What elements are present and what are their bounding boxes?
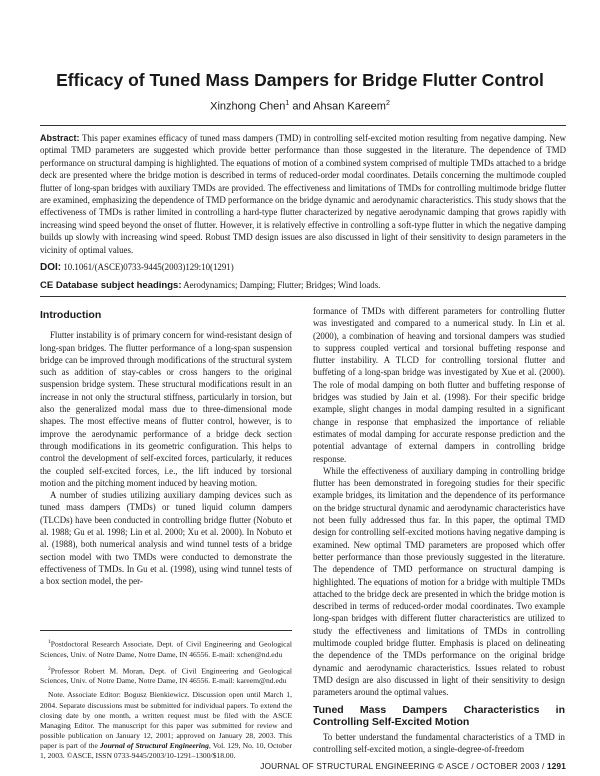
author-1: Xinzhong Chen xyxy=(210,100,286,113)
footnote-mark: 1 xyxy=(48,639,51,645)
journal-footer-text: JOURNAL OF STRUCTURAL ENGINEERING © ASCE / OCTOBER 2003 / xyxy=(260,762,545,771)
paragraph: To better understand the fundamental characteristics of a TMD in controlling self-excited motion, a single-degree-of-freedom xyxy=(313,731,565,754)
author-1-affiliation-mark: 1 xyxy=(285,100,290,107)
doi-value[interactable]: 10.1061/(ASCE)0733-9445(2003)129:10(1291) xyxy=(63,262,234,273)
doi xyxy=(40,262,566,273)
paragraph: Flutter instability is of primary concern for wind-resistant design of long-span bridges. The flutter performance of a long-span suspension bridge can be improved through modifications of the structural system such as addition of stay-cables or cross hangers to the original suspension bridge system. These structural modifications result in an increase in not only the structural stiffness, particularly in torsion, but also the generalized modal mass due to three-dimensional mode shapes. The most effective means of flutter control, however, is to improve the aerodynamic performance of a bridge deck section through modifications in its geometric configuration. This helps to control the development of self-excited forces, particularly, it reduces the coupled self-excited forces, i.e., the lift induced by torsional motion and the pitching moment induced by heaving motion. xyxy=(40,330,292,488)
page-number: 1291 xyxy=(546,762,566,771)
subject-headings xyxy=(40,280,566,291)
abstract-label: Abstract: xyxy=(40,133,80,143)
footnote-author-1 xyxy=(40,637,292,660)
abstract xyxy=(40,132,566,256)
footnote-text: Professor Robert M. Moran, Dept. of Civil Engineering and Geological Sciences, Univ. of Notre Dame, Notre Dame, IN 46556. E-mail: kareem@nd.edu xyxy=(40,666,292,686)
subject-headings-value: Aerodynamics; Damping; Flutter; Bridges; Wind loads. xyxy=(183,280,381,291)
note-text: , Vol. 129, No. 10, October 1, 2003. ©ASCE, ISSN 0733-9445/2003/10-1291–1300/$18.00. xyxy=(40,740,292,760)
author-conjunction: and xyxy=(292,100,311,113)
footnotes xyxy=(40,630,292,765)
paper-title: Efficacy of Tuned Mass Dampers for Bridge Flutter Control xyxy=(56,70,544,90)
footnote-text: Postdoctoral Research Associate, Dept. of Civil Engineering and Geological Sciences, Univ. of Notre Dame, Notre Dame, IN 46556. E-mail: xchen@nd.edu xyxy=(40,639,292,659)
note-text: Note. Associate Editor: Bogusz Bienkiewicz. Discussion open until March 1, 2004. Separate discussions must be submitted for individual papers. To extend the closing date by one month, a written request must be filed with the ASCE Managing Editor. The manuscript for this paper was submitted for review and possible publication on January 12, 2001; approved on January 28, 2003. This paper is part of the xyxy=(40,690,292,750)
paragraph: formance of TMDs with different parameters for controlling flutter was investigated and compared to a numerical study. In Lin et al. (2000), a combination of heaving and torsional dampers was studied to suppress coupled vertical and torsional buffeting response and flutter instability. A TLCD for controlling torsional flutter and buffeting of a long-span bridge was investigated by Xue et al. (2000). The role of modal damping on both flutter and buffeting response of bridges was studied by Jain et al. (1998). For their specific bridge example, slight changes in modal damping resulted in a significant change in response that emphasized the importance of reliable estimates of modal damping for accurate response prediction and the potential advantage of external dampers in controlling bridge response. xyxy=(313,306,565,464)
abstract-text: This paper examines efficacy of tuned mass dampers (TMD) in controlling self-excited motion resulting from negative damping. New optimal TMD parameters are suggested which provide better performance than those suggested in the literature. The dependence of TMD performance on structural damping is highlighted. The equations of motion of a combined system comprised of multiple TMDs attached to a bridge deck are presented where the bridge motion is described in terms of reduced-order modal coordinates. Details concerning the multimode coupled flutter of long-span bridges with auxiliary TMDs are provided. The effectiveness and limitations of TMDs for controlling multimode bridge flutter are examined, emphasizing the dependence of TMD performance on the bridge dynamic and aerodynamic characteristics. This study shows that the effectiveness of TMDs is rather limited in controlling a hard-type flutter characterized by negative aerodynamic damping that grows rapidly with increasing wind speed beyond the onset of flutter. However, it is relatively effective in controlling a soft-type flutter in which the negative damping builds up slowly with increasing wind speed. Robust TMD design issues are also discussed in light of their sensitivity to design parameters in the vicinity of optimal values. xyxy=(40,133,566,255)
journal-name: Journal of Structural Engineering xyxy=(99,740,209,750)
editorial-note xyxy=(40,690,292,761)
abstract-section xyxy=(40,125,566,297)
right-column xyxy=(313,305,565,755)
paragraph: While the effectiveness of auxiliary damping in controlling bridge flutter has been demonstrated in foregoing studies for their specific example bridges, its limitation and the dependence of its performance on the bridge structural dynamic and aerodynamic characteristics have not been fully addressed thus far. In this paper, the optimal TMD design for controlling self-excited motions having negative damping is examined. New optimal TMD parameters are proposed which offer better performance than those previously suggested in the literature. The dependence of TMD performance on structural damping is highlighted. The equations of motion for a bridge with multiple TMDs attached to the bridge deck are presented in which the bridge motion is described in terms of reduced-order modal coordinates. Two example long-span bridges with different flutter characteristics are utilized to study the effectiveness and limitations of TMDs in controlling multimode coupled bridge flutter. Emphasis is placed on delineating the dependence of the TMDs performance on the original bridge dynamic and aerodynamic characteristics. Issues related to robust TMD design are also discussed in light of their sensitivity to design parameters around the optimal values. xyxy=(313,465,565,698)
authors xyxy=(0,100,600,113)
author-2-affiliation-mark: 2 xyxy=(385,100,390,107)
author-2: Ahsan Kareem xyxy=(313,100,386,113)
section-heading-introduction: Introduction xyxy=(40,309,102,321)
footnote-author-2 xyxy=(40,664,292,687)
section-heading-tmd-characteristics: Tuned Mass Dampers Characteristics in Controlling Self-Excited Motion xyxy=(313,703,565,728)
doi-label: DOI: xyxy=(40,262,62,274)
left-column xyxy=(40,305,292,588)
subject-headings-label: CE Database subject headings: xyxy=(40,280,182,292)
footnote-mark: 2 xyxy=(48,665,51,672)
paragraph: A number of studies utilizing auxiliary damping devices such as tuned mass dampers (TMDs) or tuned liquid column dampers (TLCDs) have been conducted in controlling bridge flutter (Nobuto et al. 1988; Gu et al. 1998; Lin et al. 2000; Xu et al. 2000). In Nobuto et al. (1988), both numerical analysis and wind tunnel tests of a bridge section model with two TMDs were conducted to demonstrate the effectiveness of TMDs. In Gu et al. (1998), using wind tunnel tests of a box section model, the per- xyxy=(40,490,292,587)
page-footer xyxy=(260,762,566,771)
